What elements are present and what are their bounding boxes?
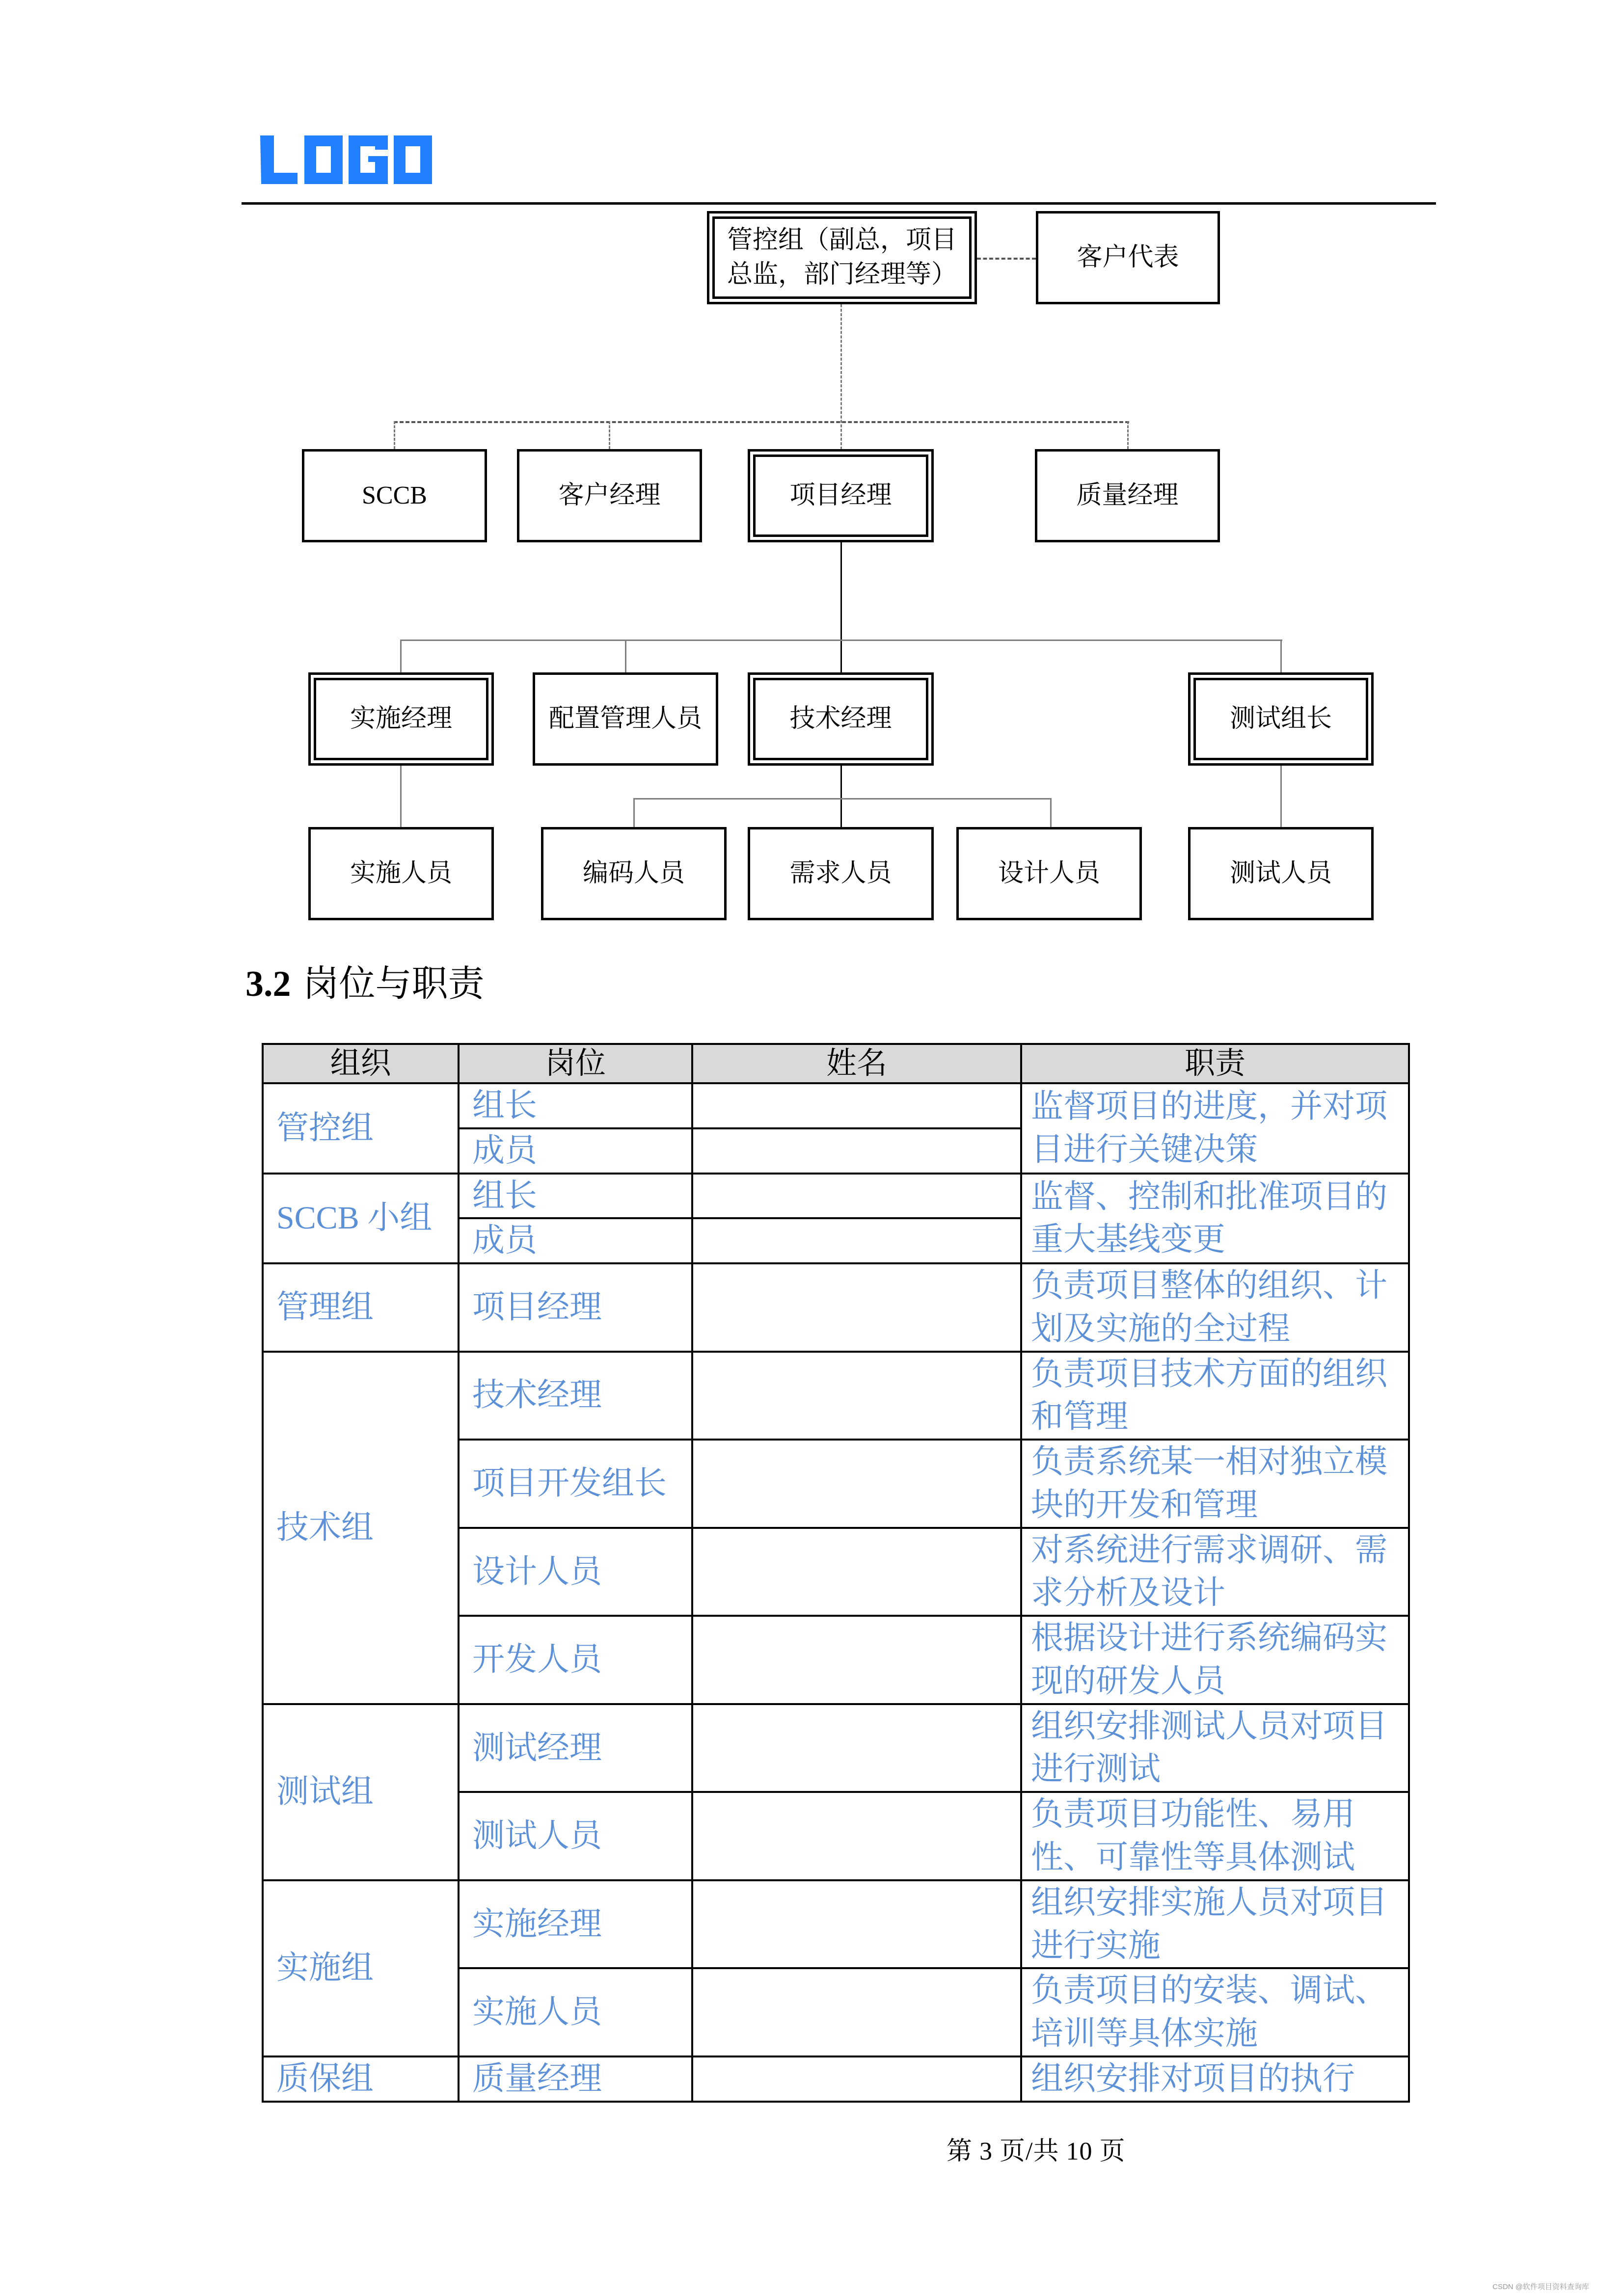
- node-label: 配置管理人员: [548, 704, 702, 733]
- section-title: 岗位与职责: [302, 964, 485, 1004]
- connector: [400, 640, 1282, 641]
- column-header-name: 姓名: [692, 1044, 1021, 1083]
- cell-name[interactable]: [692, 1880, 1021, 1969]
- connector: [625, 640, 626, 672]
- node-label: 测试人员: [1229, 859, 1332, 887]
- table-row: [263, 1174, 1409, 1219]
- node-tech-manager: [748, 672, 934, 766]
- node-requirements-staff: [748, 827, 934, 920]
- node-implementation-staff: [308, 827, 494, 920]
- watermark: CSDN @软件项目资料查询库: [1492, 2283, 1589, 2291]
- cell-duty: 负责项目功能性、易用性、可靠性等具体测试: [1021, 1792, 1409, 1880]
- cell-position: 技术经理: [459, 1352, 692, 1440]
- cell-org: SCCB 小组: [263, 1174, 459, 1264]
- cell-duty: 监督、控制和批准项目的重大基线变更: [1021, 1174, 1409, 1264]
- cell-duty: 组织安排对项目的执行: [1021, 2056, 1409, 2102]
- section-heading: [245, 955, 485, 1007]
- page-number: 第 3 页/共 10 页: [947, 2137, 1126, 2165]
- node-label: 质量经理: [1076, 481, 1179, 509]
- cell-name[interactable]: [692, 1083, 1021, 1128]
- node-test-lead: [1188, 672, 1374, 766]
- node-label: 设计人员: [998, 859, 1100, 887]
- node-label: 项目经理: [789, 481, 892, 509]
- node-label: 实施经理: [350, 704, 452, 733]
- connector-dashed: [977, 258, 1036, 260]
- column-header-org: 组织: [263, 1044, 459, 1083]
- connector: [1280, 766, 1282, 827]
- node-label: 实施人员: [350, 859, 452, 887]
- cell-name[interactable]: [692, 2056, 1021, 2102]
- node-quality-manager: [1035, 449, 1220, 542]
- connector: [633, 798, 635, 827]
- node-config-manager: [533, 672, 718, 766]
- cell-position: 测试人员: [459, 1792, 692, 1880]
- connector: [400, 766, 402, 827]
- cell-name[interactable]: [692, 1174, 1021, 1219]
- cell-org: 实施组: [263, 1880, 459, 2056]
- cell-name[interactable]: [692, 1704, 1021, 1792]
- cell-position: 实施人员: [459, 1968, 692, 2056]
- cell-duty: 组织安排实施人员对项目进行实施: [1021, 1880, 1409, 1969]
- node-label: 需求人员: [789, 859, 892, 887]
- cell-duty: 负责项目整体的组织、计划及实施的全过程: [1021, 1263, 1409, 1352]
- cell-position: 开发人员: [459, 1616, 692, 1704]
- table-row: [263, 1880, 1409, 1969]
- cell-duty: 负责项目技术方面的组织和管理: [1021, 1352, 1409, 1440]
- cell-name[interactable]: [692, 1792, 1021, 1880]
- cell-org: 测试组: [263, 1704, 459, 1880]
- node-label: 测试组长: [1229, 704, 1332, 733]
- connector: [1280, 640, 1282, 672]
- cell-position: 项目开发组长: [459, 1440, 692, 1528]
- cell-org: 管理组: [263, 1263, 459, 1352]
- table-row: [263, 1352, 1409, 1440]
- table-row: [263, 1263, 1409, 1352]
- org-chart: [0, 0, 1624, 933]
- cell-position: 成员: [459, 1218, 692, 1263]
- node-designers: [956, 827, 1142, 920]
- cell-name[interactable]: [692, 1263, 1021, 1352]
- node-project-manager: [748, 449, 934, 542]
- connector-dashed: [1127, 421, 1129, 449]
- cell-position: 项目经理: [459, 1263, 692, 1352]
- connector-dashed: [609, 421, 610, 449]
- node-label: 客户经理: [558, 481, 661, 509]
- node-label: SCCB: [362, 481, 427, 509]
- cell-name[interactable]: [692, 1440, 1021, 1528]
- cell-duty: 负责项目的安装、调试、培训等具体实施: [1021, 1968, 1409, 2056]
- node-account-manager: [517, 449, 702, 542]
- cell-position: 测试经理: [459, 1704, 692, 1792]
- cell-duty: 负责系统某一相对独立模块的开发和管理: [1021, 1440, 1409, 1528]
- cell-name[interactable]: [692, 1968, 1021, 2056]
- node-sccb: [302, 449, 487, 542]
- cell-name[interactable]: [692, 1352, 1021, 1440]
- table-row: [263, 1704, 1409, 1792]
- node-customer-rep: [1036, 211, 1220, 304]
- node-control-group: [707, 211, 977, 304]
- column-header-duty: 职责: [1021, 1044, 1409, 1083]
- cell-org: 质保组: [263, 2056, 459, 2102]
- cell-duty: 监督项目的进度，并对项目进行关键决策: [1021, 1083, 1409, 1174]
- roles-table: [262, 1043, 1410, 2103]
- table-header-row: [263, 1044, 1409, 1083]
- cell-duty: 对系统进行需求调研、需求分析及设计: [1021, 1528, 1409, 1616]
- cell-name[interactable]: [692, 1528, 1021, 1616]
- cell-position: 组长: [459, 1174, 692, 1219]
- cell-position: 实施经理: [459, 1880, 692, 1969]
- connector-dashed: [394, 421, 1129, 423]
- node-label: 技术经理: [789, 704, 892, 733]
- cell-name[interactable]: [692, 1616, 1021, 1704]
- connector-dashed: [394, 421, 395, 449]
- cell-position: 组长: [459, 1083, 692, 1128]
- node-label: 编码人员: [582, 859, 685, 887]
- table-row: [263, 1083, 1409, 1128]
- node-implementation-manager: [308, 672, 494, 766]
- node-label: 管控组（副总，项目: [727, 226, 957, 254]
- connector: [1050, 798, 1052, 827]
- cell-position: 成员: [459, 1128, 692, 1174]
- node-coders: [541, 827, 727, 920]
- connector-dashed: [840, 304, 842, 450]
- connector: [840, 542, 842, 672]
- table-row: [263, 2056, 1409, 2102]
- cell-name[interactable]: [692, 1218, 1021, 1263]
- cell-duty: 根据设计进行系统编码实现的研发人员: [1021, 1616, 1409, 1704]
- cell-org: 技术组: [263, 1352, 459, 1704]
- connector: [400, 640, 402, 672]
- cell-org: 管控组: [263, 1083, 459, 1174]
- cell-position: 质量经理: [459, 2056, 692, 2102]
- cell-name[interactable]: [692, 1128, 1021, 1174]
- node-testers: [1188, 827, 1374, 920]
- column-header-position: 岗位: [459, 1044, 692, 1083]
- connector: [840, 766, 842, 827]
- connector: [633, 798, 1052, 800]
- node-label: 客户代表: [1077, 243, 1179, 271]
- node-label: 总监，部门经理等）: [727, 261, 957, 289]
- section-number: 3.2: [245, 964, 291, 1004]
- cell-duty: 组织安排测试人员对项目进行测试: [1021, 1704, 1409, 1792]
- cell-position: 设计人员: [459, 1528, 692, 1616]
